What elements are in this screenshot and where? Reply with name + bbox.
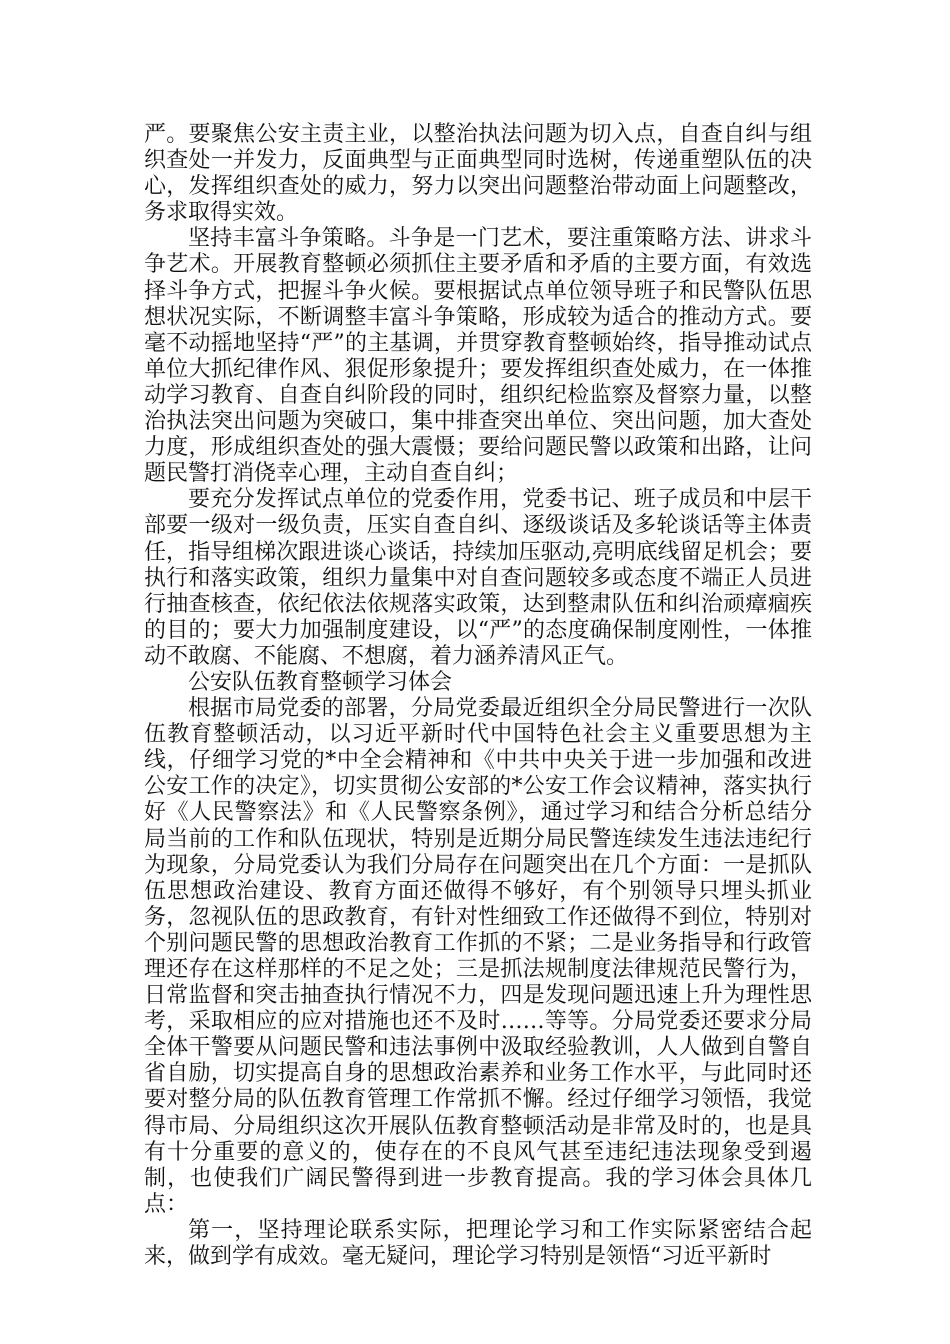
paragraph-4: 根据市局党委的部署，分局党委最近组织全分局民警进行一次队伍教育整顿活动，以习近平新时代中国特色社会主义重要思想为主线，仔细学习党的*中全会精神和《中共中央关于进一步加强和改进公安工作的决定》，切实贯彻公安部的*公安工作会议精神，落实执行好《人民警察法》和《人民警察条例》，通过学习和结合分析总结分局当前的工作和队伍现状，特别是近期分局民警连续发生违法违纪行为现象，分局党委认为我们分局存在问题突出在几个方面：一是抓队伍思想政治建设、教育方面还做得不够好，有个别领导只埋头抓业务，忽视队伍的思政教育，有针对性细致工作还做得不到位，特别对个别问题民警的思想政治教育工作抓的不紧；二是业务指导和行政管理还存在这样那样的不足之处；三是抓法规制度法律规范民警行为，日常监督和突击抽查执行情况不力，四是发现问题迅速上升为理性思考，采取相应的应对措施也还不及时……等等。分局党委还要求分局全体干警要从问题民警和违法事例中汲取经验教训，人人做到自警自省自励，切实提高自身的思想政治素养和业务工作水平，与此同时还要对整分局的队伍教育管理工作常抓不懈。经过仔细学习领悟，我觉得市局、分局组织这次开展队伍教育整顿活动是非常及时的，也是具有十分重要的意义的，使存在的不良风气甚至违纪违法现象受到遏制，也使我们广阔民警得到进一步教育提高。我的学习体会具体几点： xyxy=(144,696,812,1217)
paragraph-3: 要充分发挥试点单位的党委作用，党委书记、班子成员和中层干部要一级对一级负责，压实自查自纠、逐级谈话及多轮谈话等主体责任，指导组梯次跟进谈心谈话，持续加压驱动,亮明底线留足机会；要执行和落实政策，组织力量集中对自查问题较多或态度不端正人员进行抽查核查，依纪依法依规落实政策，达到整肃队伍和纠治顽瘴痼疾的目的；要大力加强制度建设，以“严”的态度确保制度刚性，一体推动不敢腐、不能腐、不想腐，着力涵养清风正气。 xyxy=(144,487,812,669)
paragraph-2: 坚持丰富斗争策略。斗争是一门艺术，要注重策略方法、讲求斗争艺术。开展教育整顿必须抓住主要矛盾和矛盾的主要方面，有效选择斗争方式，把握斗争火候。要根据试点单位领导班子和民警队伍思想状况实际，不断调整丰富斗争策略，形成较为适合的推动方式。要毫不动摇地坚持“严”的主基调，并贯穿教育整顿始终，指导推动试点单位大抓纪律作风、狠促形象提升；要发挥组织查处威力，在一体推动学习教育、自查自纠阶段的同时，组织纪检监察及督察力量，以整治执法突出问题为突破口，集中排查突出单位、突出问题，加大查处力度，形成组织查处的强大震慑；要给问题民警以政策和出路，让问题民警打消侥幸心理，主动自查自纠； xyxy=(144,226,812,487)
section-title: 公安队伍教育整顿学习体会 xyxy=(188,669,453,695)
paragraph-5: 第一，坚持理论联系实际，把理论学习和工作实际紧密结合起来，做到学有成效。毫无疑问，理论学习特别是领悟“习近平新时 xyxy=(144,1217,812,1270)
document-body xyxy=(144,122,812,1270)
paragraph-1: 严。要聚焦公安主责主业，以整治执法问题为切入点，自查自纠与组织查处一并发力，反面典型与正面典型同时选树，传递重塑队伍的决心，发挥组织查处的威力，努力以突出问题整治带动面上问题整改，务求取得实效。 xyxy=(144,122,812,226)
